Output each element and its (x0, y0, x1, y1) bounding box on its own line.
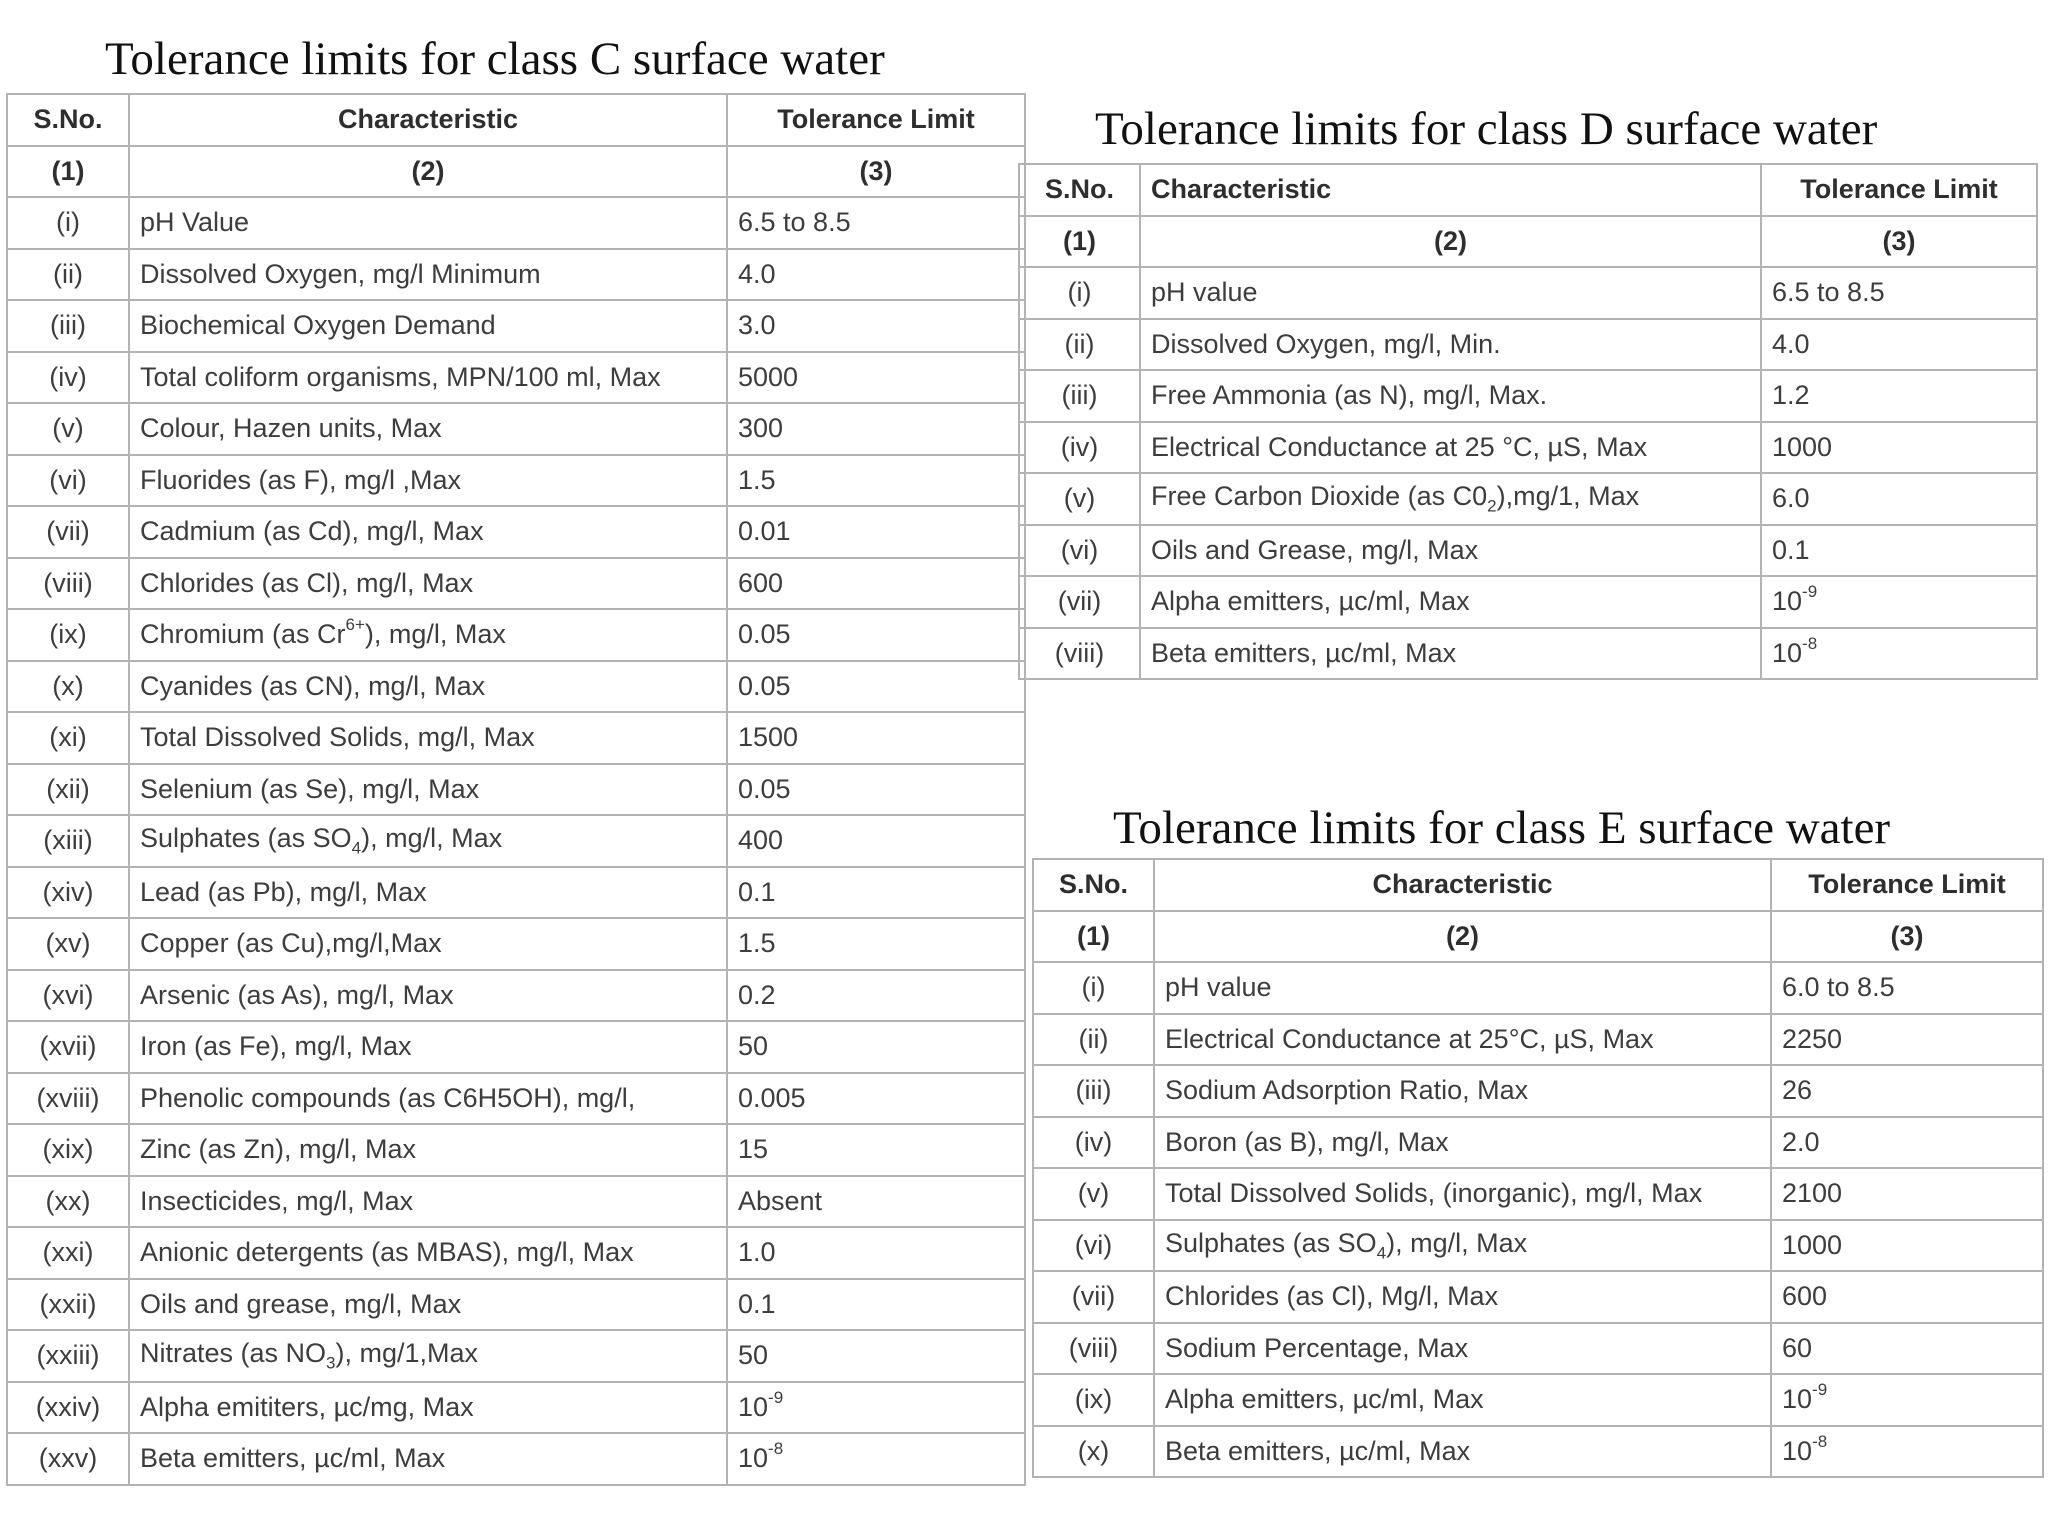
class-c-title: Tolerance limits for class C surface water (105, 33, 885, 85)
table-row (7, 609, 1025, 661)
characteristic-text: Sulphates (as SO (140, 823, 352, 854)
row-characteristic: Phenolic compounds (as C6H5OH), mg/l, (129, 1073, 727, 1125)
row-characteristic: Electrical Conductance at 25°C, µS, Max (1154, 1014, 1771, 1066)
row-characteristic: Anionic detergents (as MBAS), mg/l, Max (129, 1227, 727, 1279)
row-sno: (i) (1019, 267, 1140, 319)
limit-exponent: -8 (768, 1439, 784, 1459)
characteristic-text: ), mg/l, Max (361, 823, 503, 854)
row-characteristic (129, 609, 727, 661)
class-e-table (1032, 858, 2044, 1478)
row-sno: (ii) (1033, 1014, 1154, 1066)
row-sno: (vi) (1033, 1220, 1154, 1272)
row-sno: (xvi) (7, 970, 129, 1022)
row-characteristic: Arsenic (as As), mg/l, Max (129, 970, 727, 1022)
table-row (1019, 525, 2037, 577)
characteristic-text: ), mg/l, Max (1386, 1227, 1528, 1258)
table-row (7, 1021, 1025, 1073)
header-sno: S.No. (7, 94, 129, 146)
row-sno: (vi) (1019, 525, 1140, 577)
row-characteristic: Alpha emititers, µc/mg, Max (129, 1382, 727, 1434)
row-tolerance-limit: 1000 (1771, 1220, 2043, 1272)
limit-exponent: -9 (1812, 1380, 1828, 1400)
row-characteristic: Insecticides, mg/l, Max (129, 1176, 727, 1228)
row-tolerance-limit (1761, 628, 2037, 680)
table-row (1033, 1323, 2043, 1375)
subscript: 3 (326, 1353, 336, 1373)
class-d-table (1018, 163, 2038, 680)
subscript: 4 (351, 838, 362, 858)
row-characteristic: Dissolved Oxygen, mg/l, Min. (1140, 319, 1761, 371)
table-row (1033, 1374, 2043, 1426)
row-characteristic: Total Dissolved Solids, mg/l, Max (129, 712, 727, 764)
limit-base: 10 (1772, 586, 1803, 617)
row-sno: (vii) (1033, 1271, 1154, 1323)
table-row (7, 506, 1025, 558)
column-number: (3) (1771, 911, 2043, 963)
row-sno: (xviii) (7, 1073, 129, 1125)
row-tolerance-limit (1761, 576, 2037, 628)
column-number-row (1019, 216, 2037, 268)
row-sno: (x) (7, 661, 129, 713)
table-row (7, 1330, 1025, 1382)
row-characteristic (129, 815, 727, 867)
row-sno: (xiii) (7, 815, 129, 867)
row-characteristic: Total coliform organisms, MPN/100 ml, Max (129, 352, 727, 404)
row-characteristic: Oils and Grease, mg/l, Max (1140, 525, 1761, 577)
limit-base: 10 (1772, 637, 1803, 668)
row-sno: (xx) (7, 1176, 129, 1228)
row-sno: (ii) (1019, 319, 1140, 371)
row-characteristic: Chlorides (as Cl), Mg/l, Max (1154, 1271, 1771, 1323)
row-characteristic: Total Dissolved Solids, (inorganic), mg/l, Max (1154, 1168, 1771, 1220)
row-tolerance-limit: 0.1 (727, 867, 1025, 919)
table-row (1033, 962, 2043, 1014)
row-characteristic: Copper (as Cu),mg/l,Max (129, 918, 727, 970)
table-row (7, 1073, 1025, 1125)
column-number: (3) (727, 146, 1025, 198)
header-row (1019, 164, 2037, 216)
table-row (7, 1124, 1025, 1176)
row-tolerance-limit: 0.1 (1761, 525, 2037, 577)
column-number-row (1033, 911, 2043, 963)
row-tolerance-limit: Absent (727, 1176, 1025, 1228)
row-characteristic: Lead (as Pb), mg/l, Max (129, 867, 727, 919)
table-row (1019, 319, 2037, 371)
row-tolerance-limit: 0.1 (727, 1279, 1025, 1331)
row-tolerance-limit: 600 (1771, 1271, 2043, 1323)
row-sno: (viii) (1033, 1323, 1154, 1375)
row-tolerance-limit: 600 (727, 558, 1025, 610)
row-tolerance-limit: 50 (727, 1330, 1025, 1382)
row-characteristic: Beta emitters, µc/ml, Max (129, 1433, 727, 1485)
row-tolerance-limit: 2.0 (1771, 1117, 2043, 1169)
row-sno: (iv) (1019, 422, 1140, 474)
row-sno: (iv) (1033, 1117, 1154, 1169)
table-row (7, 249, 1025, 301)
row-characteristic: Colour, Hazen units, Max (129, 403, 727, 455)
row-tolerance-limit (727, 1382, 1025, 1434)
row-characteristic: Fluorides (as F), mg/l ,Max (129, 455, 727, 507)
row-sno: (iii) (7, 300, 129, 352)
row-sno: (ix) (1033, 1374, 1154, 1426)
row-sno: (i) (7, 197, 129, 249)
column-number: (2) (1154, 911, 1771, 963)
row-sno: (v) (7, 403, 129, 455)
table-row (7, 300, 1025, 352)
table-row (7, 455, 1025, 507)
row-sno: (i) (1033, 962, 1154, 1014)
row-sno: (vi) (7, 455, 129, 507)
column-number-row (7, 146, 1025, 198)
row-sno: (xix) (7, 1124, 129, 1176)
row-sno: (vii) (7, 506, 129, 558)
table-row (7, 867, 1025, 919)
column-number: (2) (129, 146, 727, 198)
row-sno: (xvii) (7, 1021, 129, 1073)
row-characteristic: Iron (as Fe), mg/l, Max (129, 1021, 727, 1073)
column-number: (2) (1140, 216, 1761, 268)
row-sno: (xxiii) (7, 1330, 129, 1382)
row-tolerance-limit: 0.05 (727, 764, 1025, 816)
row-tolerance-limit (727, 1433, 1025, 1485)
row-tolerance-limit: 0.05 (727, 609, 1025, 661)
row-characteristic: Sodium Percentage, Max (1154, 1323, 1771, 1375)
row-sno: (iii) (1019, 370, 1140, 422)
row-tolerance-limit: 50 (727, 1021, 1025, 1073)
table-row (7, 815, 1025, 867)
header-sno: S.No. (1033, 859, 1154, 911)
table-row (7, 918, 1025, 970)
row-sno: (xiv) (7, 867, 129, 919)
row-characteristic: Oils and grease, mg/l, Max (129, 1279, 727, 1331)
row-tolerance-limit: 5000 (727, 352, 1025, 404)
row-characteristic: pH Value (129, 197, 727, 249)
header-characteristic: Characteristic (1140, 164, 1761, 216)
class-c-table (6, 93, 1026, 1486)
header-row (7, 94, 1025, 146)
row-characteristic: Chlorides (as Cl), mg/l, Max (129, 558, 727, 610)
table-row (1019, 576, 2037, 628)
row-sno: (viii) (1019, 628, 1140, 680)
limit-exponent: -9 (768, 1387, 784, 1407)
row-tolerance-limit: 1500 (727, 712, 1025, 764)
row-sno: (xv) (7, 918, 129, 970)
class-e-title: Tolerance limits for class E surface water (1113, 802, 1891, 854)
table-row (7, 970, 1025, 1022)
row-characteristic: Cadmium (as Cd), mg/l, Max (129, 506, 727, 558)
characteristic-text: Nitrates (as NO (140, 1338, 327, 1369)
row-sno: (viii) (7, 558, 129, 610)
row-characteristic: Dissolved Oxygen, mg/l Minimum (129, 249, 727, 301)
row-sno: (ii) (7, 249, 129, 301)
characteristic-text: Sulphates (as SO (1165, 1227, 1377, 1258)
row-tolerance-limit: 60 (1771, 1323, 2043, 1375)
column-number: (3) (1761, 216, 2037, 268)
header-row (1033, 859, 2043, 911)
table-row (1019, 422, 2037, 474)
table-row (7, 403, 1025, 455)
row-tolerance-limit: 0.2 (727, 970, 1025, 1022)
row-sno: (iv) (7, 352, 129, 404)
table-row (1019, 267, 2037, 319)
table-row (7, 1279, 1025, 1331)
header-tolerance-limit: Tolerance Limit (1771, 859, 2043, 911)
row-tolerance-limit (1771, 1426, 2043, 1478)
limit-exponent: -8 (1812, 1431, 1828, 1451)
row-characteristic (129, 1330, 727, 1382)
row-tolerance-limit: 400 (727, 815, 1025, 867)
table-row (7, 764, 1025, 816)
table-row (7, 1382, 1025, 1434)
row-tolerance-limit: 3.0 (727, 300, 1025, 352)
row-tolerance-limit: 2100 (1771, 1168, 2043, 1220)
row-characteristic: Alpha emitters, µc/ml, Max (1154, 1374, 1771, 1426)
row-sno: (xi) (7, 712, 129, 764)
header-tolerance-limit: Tolerance Limit (727, 94, 1025, 146)
row-tolerance-limit: 0.01 (727, 506, 1025, 558)
row-characteristic: Free Ammonia (as N), mg/l, Max. (1140, 370, 1761, 422)
table-row (1033, 1168, 2043, 1220)
row-tolerance-limit: 15 (727, 1124, 1025, 1176)
row-tolerance-limit: 26 (1771, 1065, 2043, 1117)
row-characteristic: Cyanides (as CN), mg/l, Max (129, 661, 727, 713)
row-characteristic: Selenium (as Se), mg/l, Max (129, 764, 727, 816)
header-tolerance-limit: Tolerance Limit (1761, 164, 2037, 216)
table-row (7, 558, 1025, 610)
table-row (1033, 1426, 2043, 1478)
table-row (1019, 473, 2037, 525)
limit-base: 10 (1782, 1435, 1813, 1466)
characteristic-text: ), mg/1,Max (335, 1338, 479, 1369)
header-sno: S.No. (1019, 164, 1140, 216)
table-row (7, 1176, 1025, 1228)
limit-base: 10 (738, 1443, 769, 1474)
row-characteristic: Boron (as B), mg/l, Max (1154, 1117, 1771, 1169)
row-tolerance-limit: 1000 (1761, 422, 2037, 474)
characteristic-text: ), mg/l, Max (364, 619, 506, 650)
table-row (7, 197, 1025, 249)
table-row (7, 712, 1025, 764)
superscript: 6+ (345, 615, 365, 635)
row-characteristic: pH value (1140, 267, 1761, 319)
row-characteristic (1140, 473, 1761, 525)
row-tolerance-limit: 6.5 to 8.5 (727, 197, 1025, 249)
table-row (7, 1227, 1025, 1279)
row-sno: (ix) (7, 609, 129, 661)
limit-base: 10 (1782, 1384, 1813, 1415)
table-row (1033, 1220, 2043, 1272)
row-sno: (vii) (1019, 576, 1140, 628)
header-characteristic: Characteristic (1154, 859, 1771, 911)
row-characteristic: pH value (1154, 962, 1771, 1014)
row-sno: (xxiv) (7, 1382, 129, 1434)
row-tolerance-limit: 300 (727, 403, 1025, 455)
row-characteristic: Electrical Conductance at 25 °C, µS, Max (1140, 422, 1761, 474)
table-row (7, 1433, 1025, 1485)
table-row (7, 352, 1025, 404)
table-row (1019, 370, 2037, 422)
row-tolerance-limit: 1.2 (1761, 370, 2037, 422)
row-tolerance-limit: 4.0 (1761, 319, 2037, 371)
row-tolerance-limit: 6.0 to 8.5 (1771, 962, 2043, 1014)
limit-exponent: -8 (1802, 633, 1818, 653)
row-characteristic: Biochemical Oxygen Demand (129, 300, 727, 352)
row-tolerance-limit: 6.5 to 8.5 (1761, 267, 2037, 319)
subscript: 4 (1376, 1242, 1387, 1262)
row-tolerance-limit: 1.5 (727, 918, 1025, 970)
row-characteristic: Alpha emitters, µc/ml, Max (1140, 576, 1761, 628)
subscript: 2 (1487, 496, 1497, 516)
row-sno: (xxi) (7, 1227, 129, 1279)
row-sno: (xii) (7, 764, 129, 816)
column-number: (1) (7, 146, 129, 198)
column-number: (1) (1019, 216, 1140, 268)
row-characteristic: Zinc (as Zn), mg/l, Max (129, 1124, 727, 1176)
column-number: (1) (1033, 911, 1154, 963)
characteristic-text: Free Carbon Dioxide (as C0 (1151, 481, 1488, 512)
row-characteristic: Sodium Adsorption Ratio, Max (1154, 1065, 1771, 1117)
table-row (1033, 1014, 2043, 1066)
table-row (1033, 1117, 2043, 1169)
row-tolerance-limit: 1.5 (727, 455, 1025, 507)
row-characteristic (1154, 1220, 1771, 1272)
table-row (7, 661, 1025, 713)
table-row (1019, 628, 2037, 680)
characteristic-text: ),mg/1, Max (1496, 481, 1640, 512)
limit-exponent: -9 (1802, 582, 1818, 602)
row-sno: (xxv) (7, 1433, 129, 1485)
row-tolerance-limit: 4.0 (727, 249, 1025, 301)
row-tolerance-limit: 2250 (1771, 1014, 2043, 1066)
class-d-title: Tolerance limits for class D surface water (1095, 103, 1878, 155)
row-sno: (iii) (1033, 1065, 1154, 1117)
row-sno: (v) (1019, 473, 1140, 525)
row-sno: (x) (1033, 1426, 1154, 1478)
row-tolerance-limit: 6.0 (1761, 473, 2037, 525)
row-tolerance-limit (1771, 1374, 2043, 1426)
row-tolerance-limit: 0.005 (727, 1073, 1025, 1125)
row-sno: (xxii) (7, 1279, 129, 1331)
row-tolerance-limit: 0.05 (727, 661, 1025, 713)
row-sno: (v) (1033, 1168, 1154, 1220)
characteristic-text: Chromium (as Cr (140, 619, 346, 650)
table-row (1033, 1065, 2043, 1117)
row-characteristic: Beta emitters, µc/ml, Max (1140, 628, 1761, 680)
row-characteristic: Beta emitters, µc/ml, Max (1154, 1426, 1771, 1478)
limit-base: 10 (738, 1391, 769, 1422)
row-tolerance-limit: 1.0 (727, 1227, 1025, 1279)
table-row (1033, 1271, 2043, 1323)
header-characteristic: Characteristic (129, 94, 727, 146)
